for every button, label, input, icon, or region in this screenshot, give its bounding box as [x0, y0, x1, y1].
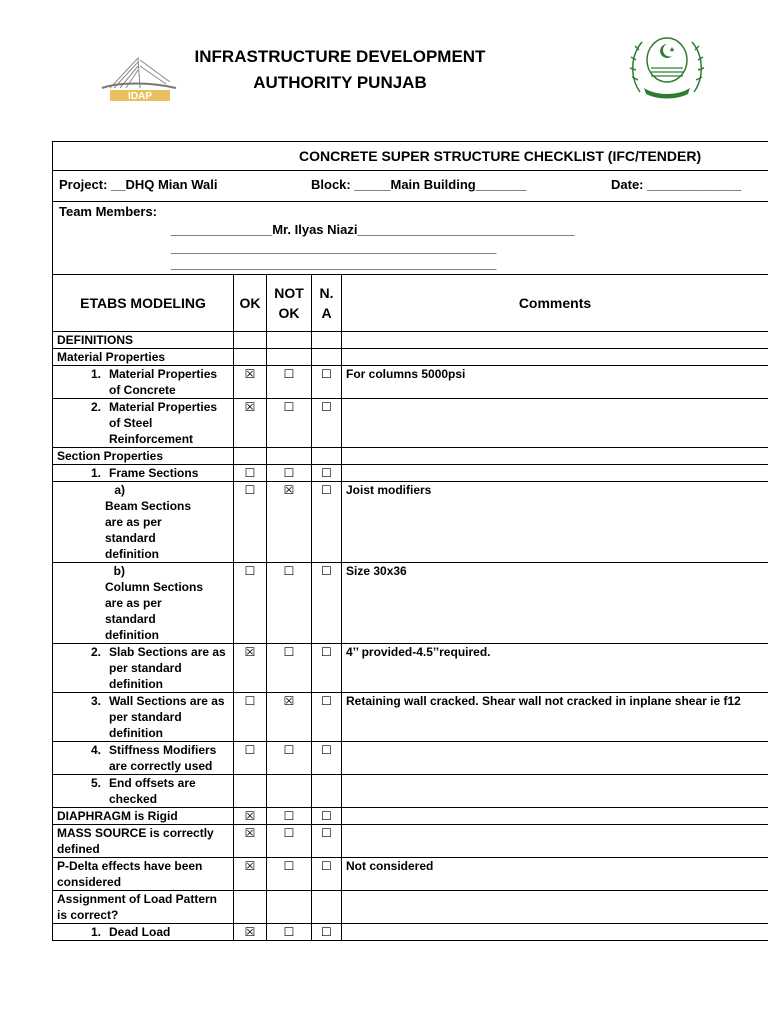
table-row — [53, 891, 768, 924]
comment-cell — [342, 448, 768, 465]
not-ok-checkbox[interactable]: ☐ — [267, 924, 312, 941]
item-label-cell — [53, 693, 234, 742]
team-members-cell — [53, 202, 768, 275]
item-label-cell — [53, 563, 234, 644]
ok-checkbox[interactable]: ☒ — [234, 858, 267, 891]
item-label-cell — [53, 742, 234, 775]
ok-checkbox — [234, 448, 267, 465]
item-number: 1. — [90, 925, 101, 939]
ok-checkbox — [234, 775, 267, 808]
item-number: 2. — [90, 645, 101, 659]
item-number: 1. — [90, 466, 101, 480]
item-label: Assignment of Load Pattern is correct? — [57, 892, 218, 922]
na-checkbox — [312, 448, 342, 465]
ok-checkbox[interactable]: ☐ — [234, 482, 267, 563]
comment-cell — [342, 332, 768, 349]
table-row — [53, 693, 768, 742]
na-checkbox[interactable]: ☐ — [312, 742, 342, 775]
na-checkbox[interactable]: ☐ — [312, 399, 342, 448]
item-subletter: a) — [114, 483, 125, 497]
not-ok-checkbox[interactable]: ☒ — [267, 693, 312, 742]
table-row — [53, 332, 768, 349]
ok-checkbox[interactable]: ☒ — [234, 808, 267, 825]
item-label-cell — [53, 891, 234, 924]
item-label: Material Properties of Concrete — [109, 367, 218, 397]
item-label: Section Properties — [57, 449, 164, 463]
table-row — [53, 465, 768, 482]
item-number: 4. — [90, 743, 101, 757]
item-label: Wall Sections are as per standard definition — [109, 694, 225, 740]
ok-checkbox[interactable]: ☒ — [234, 825, 267, 858]
ok-checkbox — [234, 332, 267, 349]
ok-checkbox — [234, 349, 267, 366]
item-label-cell — [53, 808, 234, 825]
comment-cell — [342, 808, 768, 825]
na-checkbox[interactable]: ☐ — [312, 693, 342, 742]
not-ok-checkbox[interactable]: ☐ — [267, 366, 312, 399]
item-number: 2. — [90, 400, 101, 414]
ok-checkbox[interactable]: ☒ — [234, 366, 267, 399]
item-label-cell — [53, 448, 234, 465]
table-row — [53, 366, 768, 399]
ok-checkbox[interactable]: ☐ — [234, 563, 267, 644]
not-ok-checkbox[interactable]: ☒ — [267, 482, 312, 563]
item-label: DEFINITIONS — [57, 333, 134, 347]
comment-cell: 4’’ provided-4.5’’required. — [342, 644, 768, 693]
na-checkbox[interactable]: ☐ — [312, 924, 342, 941]
item-label-cell — [53, 366, 234, 399]
checklist-rows — [53, 332, 768, 941]
checklist-table — [52, 141, 768, 941]
header-ok: OK — [234, 275, 267, 332]
not-ok-checkbox[interactable]: ☐ — [267, 808, 312, 825]
team-member-line-2: _____________________________________________ — [171, 240, 497, 255]
not-ok-checkbox[interactable]: ☐ — [267, 563, 312, 644]
item-label-cell — [53, 825, 234, 858]
table-row — [53, 742, 768, 775]
not-ok-checkbox[interactable]: ☐ — [267, 399, 312, 448]
not-ok-checkbox — [267, 349, 312, 366]
comment-cell — [342, 349, 768, 366]
not-ok-checkbox — [267, 332, 312, 349]
idap-logo-text: IDAP — [128, 91, 152, 102]
comment-cell — [342, 465, 768, 482]
item-label: MASS SOURCE is correctly defined — [57, 826, 214, 856]
table-row — [53, 775, 768, 808]
header-comments: Comments — [342, 275, 768, 332]
item-label-cell — [53, 332, 234, 349]
na-checkbox[interactable]: ☐ — [312, 465, 342, 482]
na-checkbox — [312, 349, 342, 366]
table-row — [53, 808, 768, 825]
table-row — [53, 924, 768, 941]
not-ok-checkbox[interactable]: ☐ — [267, 825, 312, 858]
not-ok-checkbox — [267, 448, 312, 465]
na-checkbox[interactable]: ☐ — [312, 482, 342, 563]
table-row — [53, 349, 768, 366]
table-row — [53, 825, 768, 858]
not-ok-checkbox[interactable]: ☐ — [267, 465, 312, 482]
na-checkbox — [312, 891, 342, 924]
header-not-ok — [267, 275, 312, 332]
item-number: 3. — [90, 694, 101, 708]
na-checkbox — [312, 775, 342, 808]
header-not-ok-line1: NOT — [274, 285, 304, 301]
project-field: Project: __DHQ Mian Wali — [59, 177, 218, 192]
punjab-seal-logo — [626, 30, 708, 102]
not-ok-checkbox[interactable]: ☐ — [267, 644, 312, 693]
checklist-title: CONCRETE SUPER STRUCTURE CHECKLIST (IFC/TENDER) — [53, 142, 768, 171]
item-label-cell — [53, 644, 234, 693]
header-na-line1: N. — [319, 285, 334, 301]
comment-cell — [342, 775, 768, 808]
item-label: Stiffness Modifiers are correctly used — [109, 743, 217, 773]
ok-checkbox[interactable]: ☐ — [234, 742, 267, 775]
table-row — [53, 644, 768, 693]
organization-title — [190, 44, 490, 96]
item-subletter: b) — [113, 564, 125, 578]
idap-logo — [100, 52, 178, 102]
column-header-row — [53, 275, 768, 332]
item-label: P-Delta effects have been considered — [57, 859, 203, 889]
item-label-cell — [53, 349, 234, 366]
header-etabs-modeling: ETABS MODELING — [53, 275, 234, 332]
not-ok-checkbox[interactable]: ☐ — [267, 742, 312, 775]
item-label: Frame Sections — [109, 466, 199, 480]
comment-cell: Size 30x36 — [342, 563, 768, 644]
item-label: Material Properties of Steel Reinforcement — [109, 400, 218, 446]
date-field: Date: _____________ — [611, 177, 742, 192]
item-number: 1. — [90, 367, 101, 381]
na-checkbox[interactable]: ☐ — [312, 808, 342, 825]
comment-cell: Not considered — [342, 858, 768, 891]
comment-cell — [342, 924, 768, 941]
item-label: DIAPHRAGM is Rigid — [57, 809, 178, 823]
organization-title-line1: INFRASTRUCTURE DEVELOPMENT — [194, 47, 486, 66]
block-field: Block: _____Main Building_______ — [311, 177, 527, 192]
item-label: End offsets are checked — [109, 776, 196, 806]
item-number: 5. — [90, 776, 101, 790]
item-label-cell — [53, 465, 234, 482]
na-checkbox[interactable]: ☐ — [312, 858, 342, 891]
na-checkbox — [312, 332, 342, 349]
project-info-row — [53, 171, 768, 202]
not-ok-checkbox[interactable]: ☐ — [267, 858, 312, 891]
item-label-cell — [53, 858, 234, 891]
table-row — [53, 482, 768, 563]
table-row — [53, 448, 768, 465]
header-not-ok-line2: OK — [278, 305, 300, 321]
team-member-line-1: ______________Mr. Ilyas Niazi______________________________ — [171, 222, 575, 237]
table-row — [53, 858, 768, 891]
ok-checkbox — [234, 891, 267, 924]
item-label: Dead Load — [109, 925, 171, 939]
ok-checkbox[interactable]: ☒ — [234, 924, 267, 941]
ok-checkbox[interactable]: ☐ — [234, 693, 267, 742]
comment-cell — [342, 399, 768, 448]
comment-cell — [342, 891, 768, 924]
table-row — [53, 399, 768, 448]
item-label: Slab Sections are as per standard definition — [109, 645, 226, 691]
na-checkbox[interactable]: ☐ — [312, 825, 342, 858]
item-label-cell — [53, 924, 234, 941]
not-ok-checkbox — [267, 891, 312, 924]
item-label: Material Properties — [57, 350, 166, 364]
item-label: Column Sections are as per standard definition — [105, 580, 204, 642]
header-na-line2: A — [321, 305, 332, 321]
na-checkbox[interactable]: ☐ — [312, 366, 342, 399]
comment-cell: For columns 5000psi — [342, 366, 768, 399]
header-na — [312, 275, 342, 332]
item-label-cell — [53, 775, 234, 808]
item-label: Beam Sections are as per standard definition — [105, 499, 192, 561]
item-label-cell — [53, 399, 234, 448]
organization-title-line2: AUTHORITY PUNJAB — [253, 73, 427, 92]
item-label-cell — [53, 482, 234, 563]
ok-checkbox[interactable]: ☐ — [234, 465, 267, 482]
na-checkbox[interactable]: ☐ — [312, 563, 342, 644]
comment-cell — [342, 742, 768, 775]
team-members-label: Team Members: — [59, 204, 158, 219]
na-checkbox[interactable]: ☐ — [312, 644, 342, 693]
team-member-line-3: _____________________________________________ — [171, 256, 497, 271]
comment-cell — [342, 825, 768, 858]
not-ok-checkbox — [267, 775, 312, 808]
table-row — [53, 563, 768, 644]
comment-cell: Retaining wall cracked. Shear wall not cracked in inplane shear ie f12 — [342, 693, 768, 742]
ok-checkbox[interactable]: ☒ — [234, 644, 267, 693]
ok-checkbox[interactable]: ☒ — [234, 399, 267, 448]
comment-cell: Joist modifiers — [342, 482, 768, 563]
